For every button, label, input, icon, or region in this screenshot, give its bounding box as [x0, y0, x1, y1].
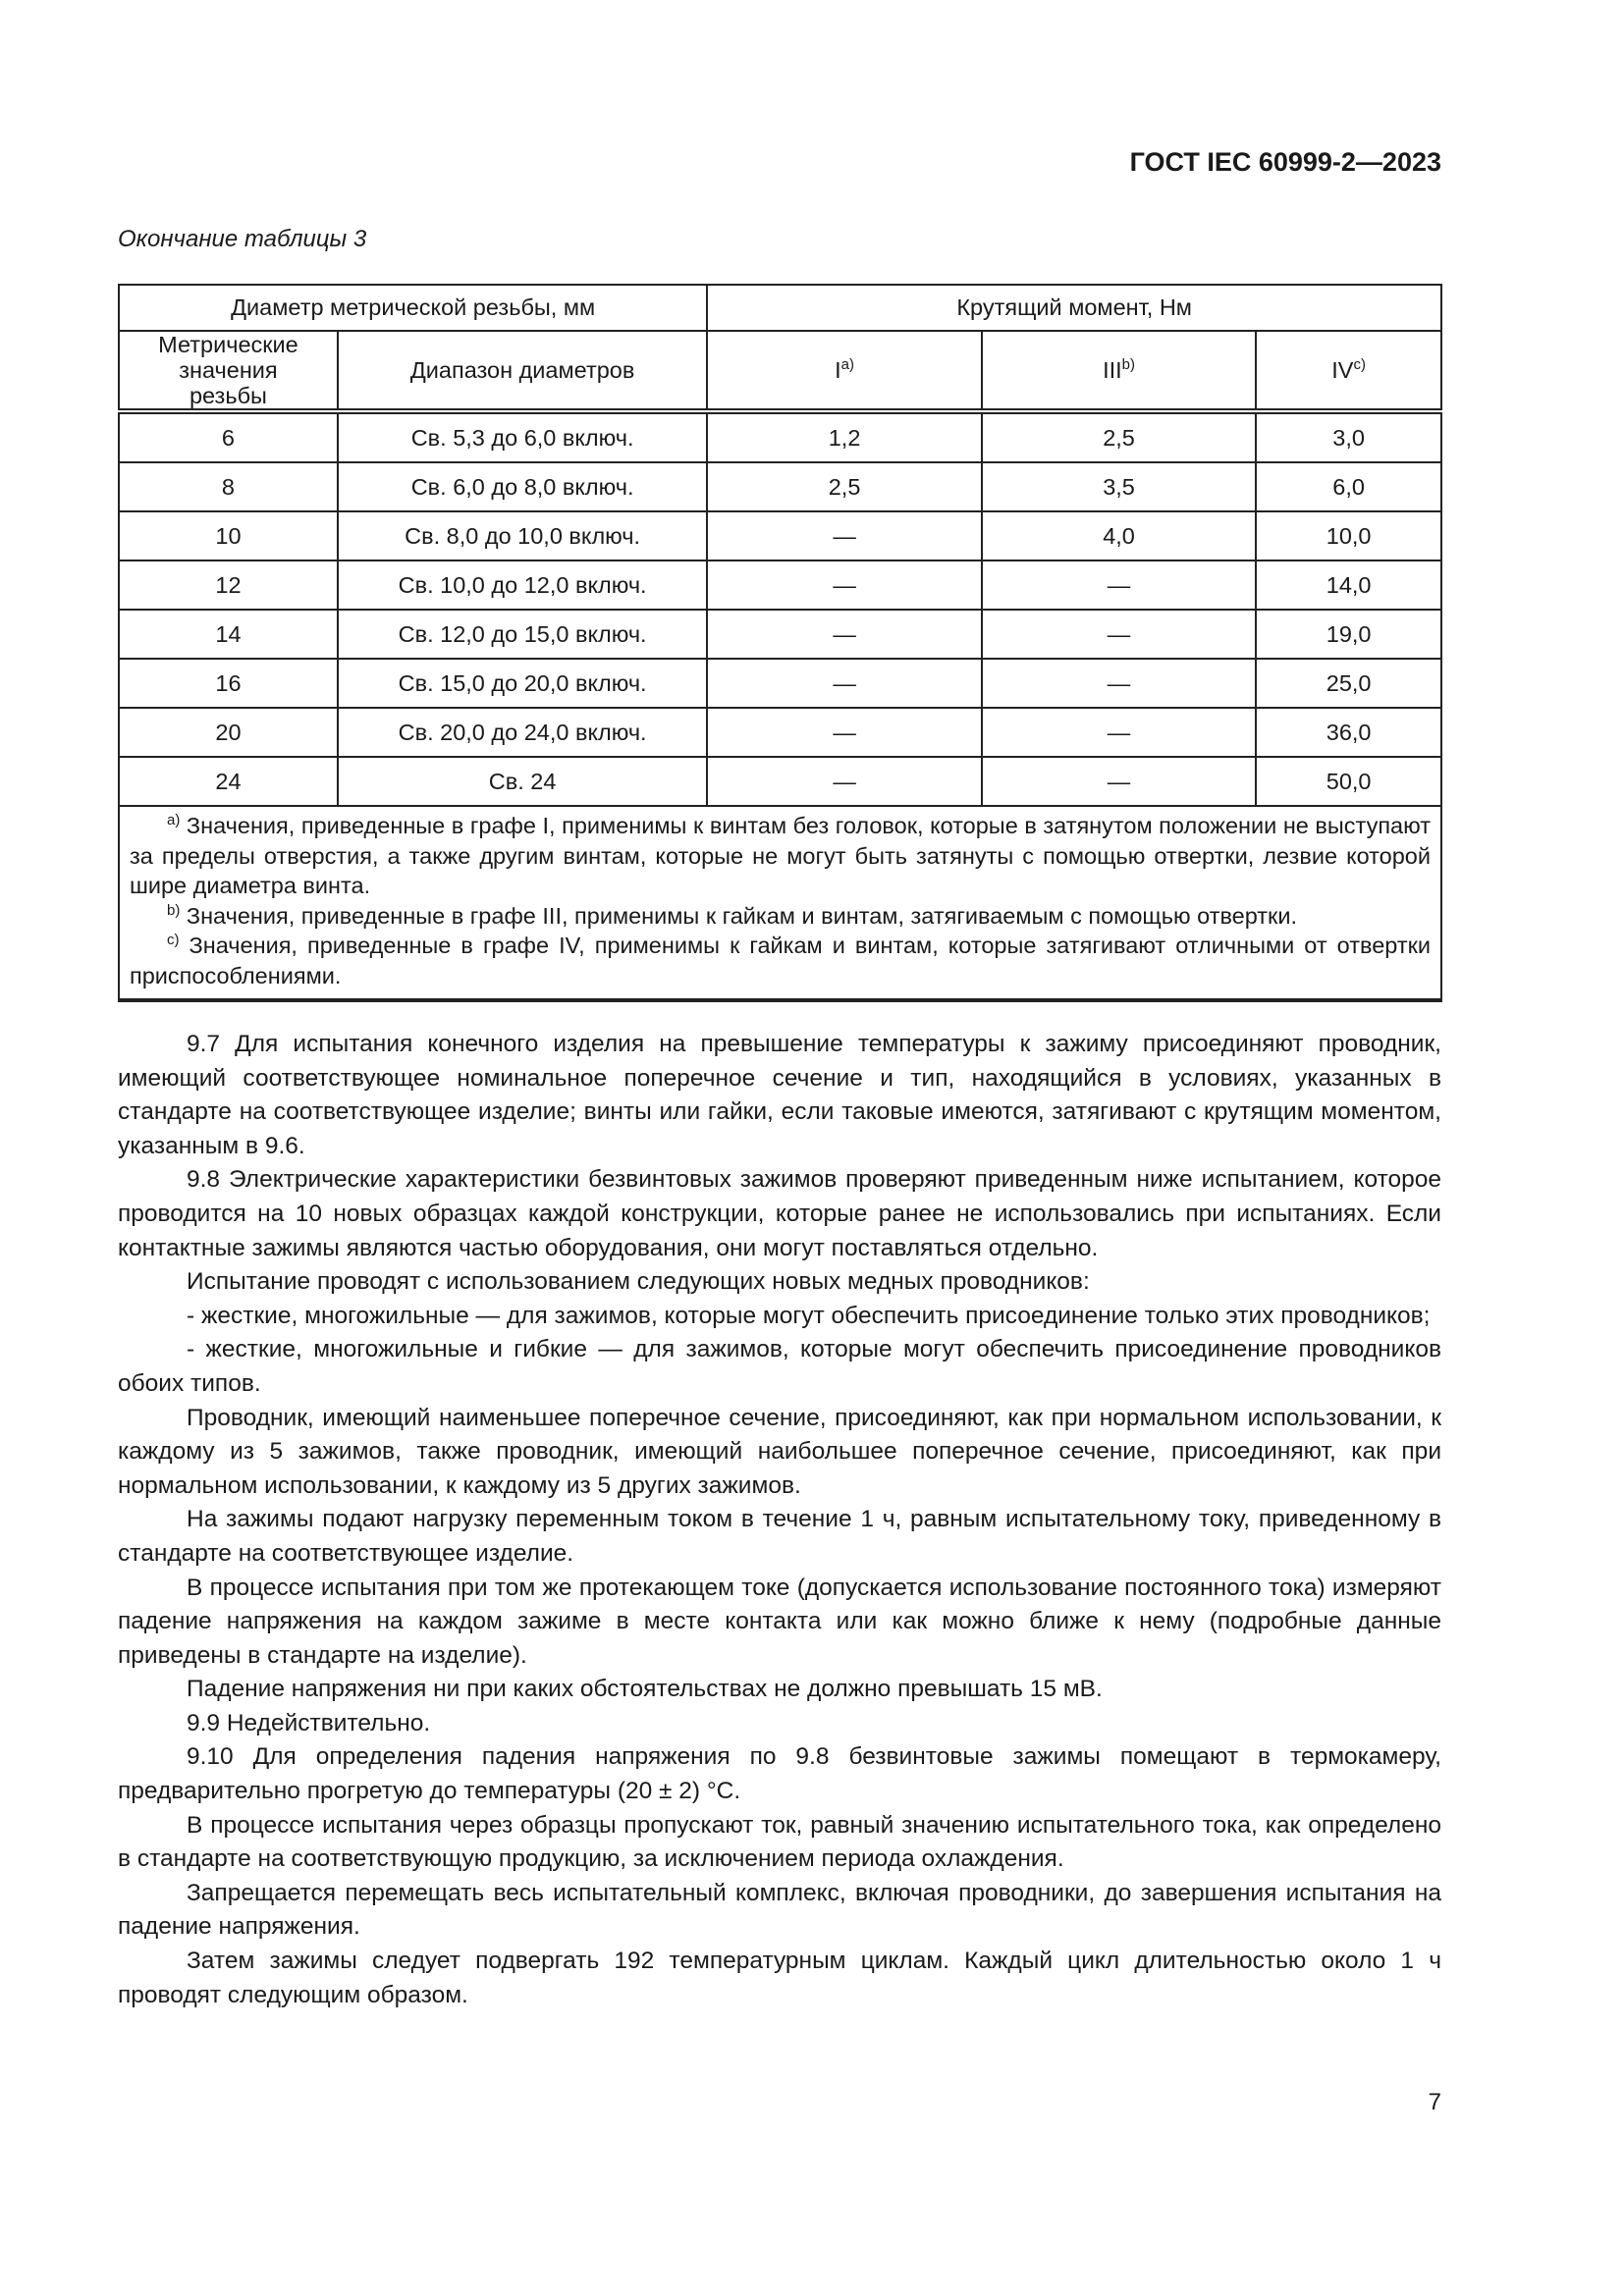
table-caption: Окончание таблицы 3 — [118, 226, 367, 252]
table-cell: — — [707, 659, 981, 708]
paragraph: - жесткие, многожильные и гибкие — для зажимов, которые могут обеспечить присоединение проводников обоих типов. — [118, 1336, 1441, 1397]
paragraph: 9.10 Для определения падения напряжения по 9.8 безвинтовые зажимы помещают в термокамеру, предварительно прогретую до температуры (20 ± 2) °С. — [118, 1743, 1441, 1805]
paragraph: Падение напряжения ни при каких обстоятельствах не должно превышать 15 мВ. — [187, 1676, 1103, 1703]
torque-table — [118, 284, 1442, 1002]
header-col-iii — [982, 331, 1256, 411]
footnote-mark: a) — [167, 812, 181, 828]
table-cell: — — [707, 610, 981, 659]
table-cell: 8 — [119, 462, 338, 511]
table-cell: — — [707, 511, 981, 561]
table-cell: — — [982, 610, 1256, 659]
table-cell: Св. 8,0 до 10,0 включ. — [338, 511, 707, 561]
footnote-text: Значения, приведенные в графе IV, применимы к гайкам и винтам, которые затягивают отличными от отвертки приспособлениями. — [130, 933, 1431, 988]
table-cell: 12 — [119, 561, 338, 610]
paragraph: В процессе испытания при том же протекающем токе (допускается использование постоянного тока) измеряют падение напряжения на каждом зажиме в месте контакта или как можно ближе к нему (подробные данные приведены в стандарте на изделие). — [118, 1574, 1441, 1669]
footnote-text: Значения, приведенные в графе III, применимы к гайкам и винтам, затягиваемым с помощью отвертки. — [186, 902, 1297, 929]
footnote-text: Значения, приведенные в графе I, применимы к винтам без головок, которые в затянутом положении не выступают за пределы отверстия, а также другим винтам, которые не могут быть затянуты с помощью отвертки, лезвие которой шире диаметра винта. — [130, 813, 1431, 898]
table-cell: 3,0 — [1256, 411, 1441, 462]
header-metric-values — [119, 331, 338, 411]
header-text: Метрические значения резьбы — [158, 332, 298, 408]
paragraph: На зажимы подают нагрузку переменным током в течение 1 ч, равным испытательному току, приведенному в стандарте на соответствующее изделие. — [118, 1506, 1441, 1567]
table-row — [119, 610, 1441, 659]
paragraph: Затем зажимы следует подвергать 192 температурным циклам. Каждый цикл длительностью около 1 ч проводят следующим образом. — [118, 1948, 1441, 2008]
table-row — [119, 659, 1441, 708]
footnote-mark: c) — [167, 932, 180, 948]
paragraph: Испытание проводят с использованием следующих новых медных проводников: — [187, 1268, 1090, 1296]
table-cell: — — [982, 708, 1256, 757]
table-cell: — — [982, 757, 1256, 806]
table-cell: 20 — [119, 708, 338, 757]
table-row — [119, 561, 1441, 610]
paragraph: Запрещается перемещать весь испытательный комплекс, включая проводники, до завершения испытания на падение напряжения. — [118, 1879, 1441, 1941]
paragraph: 9.9 Недействительно. — [187, 1709, 431, 1736]
table-cell: 3,5 — [982, 462, 1256, 511]
paragraph: Проводник, имеющий наименьшее поперечное сечение, присоединяют, как при нормальном использовании, к каждому из 5 зажимов, также проводник, имеющий наибольшее поперечное сечение, присоединяют, как при нормальном использовании, к каждому из 5 других зажимов. — [118, 1404, 1441, 1499]
document-id: ГОСТ IEC 60999-2—2023 — [1129, 147, 1441, 177]
table-row — [119, 411, 1441, 462]
table-cell: Св. 6,0 до 8,0 включ. — [338, 462, 707, 511]
group-header-torque: Крутящий момент, Нм — [707, 285, 1441, 331]
header-col-iv — [1256, 331, 1441, 411]
table-cell: 50,0 — [1256, 757, 1441, 806]
table-footnotes — [119, 806, 1441, 1000]
table-cell: Св. 15,0 до 20,0 включ. — [338, 659, 707, 708]
footnote-mark: b) — [167, 901, 181, 919]
table-cell: 14,0 — [1256, 561, 1441, 610]
table-cell: — — [982, 659, 1256, 708]
table-cell: 2,5 — [982, 411, 1256, 462]
body-text — [118, 1028, 1441, 2012]
table-cell: 19,0 — [1256, 610, 1441, 659]
paragraph: 9.8 Электрические характеристики безвинтовых зажимов проверяют приведенным ниже испытанием, которое проводится на 10 новых образцах каждой конструкции, которые ранее не использовались при испытаниях. Если контактные зажимы являются частью оборудования, они могут поставляться отдельно. — [118, 1166, 1441, 1261]
table-cell: 2,5 — [707, 462, 981, 511]
table-row — [119, 757, 1441, 806]
table-cell: 16 — [119, 659, 338, 708]
table-cell: — — [707, 561, 981, 610]
table-cell: — — [707, 757, 981, 806]
table-cell: 10 — [119, 511, 338, 561]
table-cell: Св. 24 — [338, 757, 707, 806]
table-cell: Св. 20,0 до 24,0 включ. — [338, 708, 707, 757]
footnote-ref: b) — [1121, 356, 1135, 373]
table-row — [119, 708, 1441, 757]
table-cell: 4,0 — [982, 511, 1256, 561]
footnote-c — [130, 931, 1431, 990]
paragraph: - жесткие, многожильные — для зажимов, которые могут обеспечить присоединение только этих проводников; — [187, 1302, 1431, 1329]
table-cell: — — [982, 561, 1256, 610]
table-cell: Св. 12,0 до 15,0 включ. — [338, 610, 707, 659]
table-cell: 6,0 — [1256, 462, 1441, 511]
table-cell: 36,0 — [1256, 708, 1441, 757]
header-text: IV — [1331, 357, 1354, 383]
header-text: I — [835, 357, 841, 383]
paragraph: 9.7 Для испытания конечного изделия на превышение температуры к зажиму присоединяют проводник, имеющий соответствующее номинальное поперечное сечение и тип, находящийся в условиях, указанных в стандарте на соответствующее изделие; винты или гайки, если таковые имеются, затягивают с крутящим моментом, указанным в 9.6. — [118, 1031, 1441, 1159]
table-cell: 14 — [119, 610, 338, 659]
footnote-ref: c) — [1353, 356, 1366, 373]
footnote-b — [130, 901, 1431, 932]
header-text: III — [1103, 357, 1122, 383]
footnote-a — [130, 811, 1431, 901]
table-cell: Св. 5,3 до 6,0 включ. — [338, 411, 707, 462]
header-range: Диапазон диаметров — [338, 331, 707, 411]
footnote-ref: a) — [840, 356, 854, 373]
table-row — [119, 462, 1441, 511]
table-cell: Св. 10,0 до 12,0 включ. — [338, 561, 707, 610]
table-cell: 6 — [119, 411, 338, 462]
group-header-diameter: Диаметр метрической резьбы, мм — [119, 285, 707, 331]
table-cell: 10,0 — [1256, 511, 1441, 561]
header-col-i — [707, 331, 981, 411]
table-row — [119, 511, 1441, 561]
table-cell: 24 — [119, 757, 338, 806]
page-number: 7 — [1428, 2089, 1441, 2115]
table-cell: 1,2 — [707, 411, 981, 462]
table-cell: 25,0 — [1256, 659, 1441, 708]
paragraph: В процессе испытания через образцы пропускают ток, равный значению испытательного тока, как определено в стандарте на соответствующую продукцию, за исключением периода охлаждения. — [118, 1811, 1441, 1873]
table-cell: — — [707, 708, 981, 757]
